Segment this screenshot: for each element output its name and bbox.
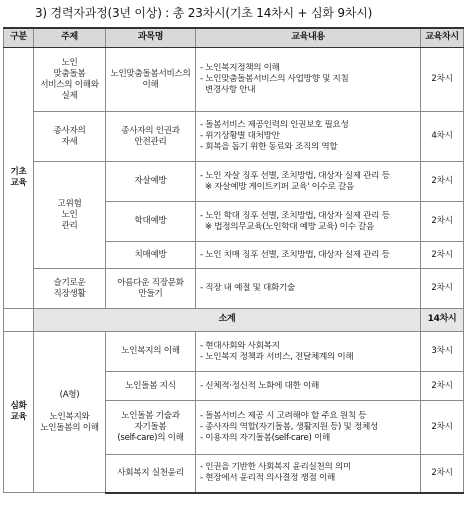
content-line: - 노인 자살 징후 선별, 조치방법, 대상자 실제 관리 등 bbox=[200, 170, 390, 181]
content-cell bbox=[196, 202, 421, 242]
content-line: - 종사자의 역할(자기돌봄, 생활지원 등) 및 정체성 bbox=[200, 422, 378, 432]
content-line: - 위기상황별 대처방안 bbox=[200, 131, 280, 141]
header-topic: 주제 bbox=[34, 28, 106, 48]
count-cell: 2차시 bbox=[421, 401, 464, 455]
content-line: - 돌봄서비스 제공인력의 인권보호 필요성 bbox=[200, 120, 349, 130]
subtotal-label: 소계 bbox=[34, 309, 421, 332]
content-cell bbox=[196, 162, 421, 202]
subject-cell: 학대예방 bbox=[106, 202, 196, 242]
content-line: - 노인복지정책의 이해 bbox=[200, 63, 280, 73]
content-line: - 노인 치매 징후 선별, 조치방법, 대상자 실제 관리 등 bbox=[200, 249, 390, 260]
header-subject: 과목명 bbox=[106, 28, 196, 48]
topic-cell: 종사자의 자세 bbox=[34, 112, 106, 162]
content-cell bbox=[196, 401, 421, 455]
content-cell bbox=[196, 455, 421, 493]
subject-cell: 자살예방 bbox=[106, 162, 196, 202]
count-cell: 2차시 bbox=[421, 372, 464, 401]
subject-cell: 노인복지의 이해 bbox=[106, 332, 196, 372]
header-category: 구분 bbox=[4, 28, 34, 48]
header-row bbox=[4, 28, 464, 48]
subtotal-row bbox=[4, 309, 464, 332]
subject-cell: 종사자의 인권과 안전관리 bbox=[106, 112, 196, 162]
count-cell: 2차시 bbox=[421, 48, 464, 112]
count-cell: 3차시 bbox=[421, 332, 464, 372]
table-row bbox=[4, 48, 464, 112]
count-cell: 2차시 bbox=[421, 269, 464, 309]
count-cell: 2차시 bbox=[421, 202, 464, 242]
curriculum-table bbox=[3, 27, 464, 494]
content-cell bbox=[196, 332, 421, 372]
content-line: - 회복을 돕기 위한 동료와 조직의 역할 bbox=[200, 142, 338, 152]
category-advanced: 심화 교육 bbox=[4, 332, 34, 493]
count-cell: 4차시 bbox=[421, 112, 464, 162]
content-line: - 노인 학대 징후 선별, 조치방법, 대상자 실제 관리 등 bbox=[200, 210, 390, 221]
subtotal-count: 14차시 bbox=[421, 309, 464, 332]
content-line: - 노인복지 정책과 서비스, 전달체계의 이해 bbox=[200, 351, 354, 362]
topic-cell: (A형) 노인복지와 노인돌봄의 이해 bbox=[34, 332, 106, 493]
content-cell bbox=[196, 269, 421, 309]
subject-cell: 노인돌봄 기술과 자기돌봄 (self-care)의 이해 bbox=[106, 401, 196, 455]
content-line: - 인권을 기반한 사회복지 윤리실천의 의미 bbox=[200, 462, 351, 473]
content-line: - 현장에서 윤리적 의사결정 쟁점 이해 bbox=[200, 473, 335, 484]
content-line: 변경사항 안내 bbox=[200, 85, 256, 95]
count-cell: 2차시 bbox=[421, 242, 464, 269]
subject-cell: 아름다운 직장문화 만들기 bbox=[106, 269, 196, 309]
table-row bbox=[4, 332, 464, 372]
content-line: - 돌봄서비스 제공 시 고려해야 할 주요 원칙 등 bbox=[200, 411, 367, 421]
content-line: - 이용자의 자기돌봄(self-care) 이해 bbox=[200, 433, 330, 443]
table-row bbox=[4, 269, 464, 309]
subtotal-blank bbox=[4, 309, 34, 332]
subject-cell: 치매예방 bbox=[106, 242, 196, 269]
category-basic: 기초 교육 bbox=[4, 48, 34, 309]
subject-cell: 사회복지 실천윤리 bbox=[106, 455, 196, 493]
content-cell bbox=[196, 48, 421, 112]
content-cell bbox=[196, 372, 421, 401]
content-cell bbox=[196, 112, 421, 162]
section-heading: 3) 경력자과정(3년 이상) : 총 23차시(기초 14차시 + 심화 9차시) bbox=[35, 6, 373, 20]
content-line: ※ 자살예방 게이트키퍼 교육' 이수로 갈음 bbox=[200, 181, 355, 192]
content-line: - 직장 내 예절 및 대화기술 bbox=[200, 283, 295, 293]
content-line: ※ 법정의무교육(노인학대 예방 교육) 이수 갈음 bbox=[200, 221, 375, 232]
content-line: - 노인맞춤돌봄서비스의 사업방향 및 지침 bbox=[200, 74, 349, 84]
table-row bbox=[4, 162, 464, 202]
count-cell: 2차시 bbox=[421, 162, 464, 202]
topic-cell: 고위험 노인 관리 bbox=[34, 162, 106, 269]
header-content: 교육내용 bbox=[196, 28, 421, 48]
subject-cell: 노인맞춤돌봄서비스의 이해 bbox=[106, 48, 196, 112]
topic-cell: 노인 맞춤돌봄 서비스의 이해와 실제 bbox=[34, 48, 106, 112]
header-count: 교육차시 bbox=[421, 28, 464, 48]
content-line: - 신체적·정신적 노화에 대한 이해 bbox=[200, 380, 319, 391]
count-cell: 2차시 bbox=[421, 455, 464, 493]
content-line: - 현대사회와 사회복지 bbox=[200, 340, 280, 351]
content-cell bbox=[196, 242, 421, 269]
topic-cell: 슬기로운 직장생활 bbox=[34, 269, 106, 309]
table-row bbox=[4, 112, 464, 162]
subject-cell: 노인돌봄 지식 bbox=[106, 372, 196, 401]
